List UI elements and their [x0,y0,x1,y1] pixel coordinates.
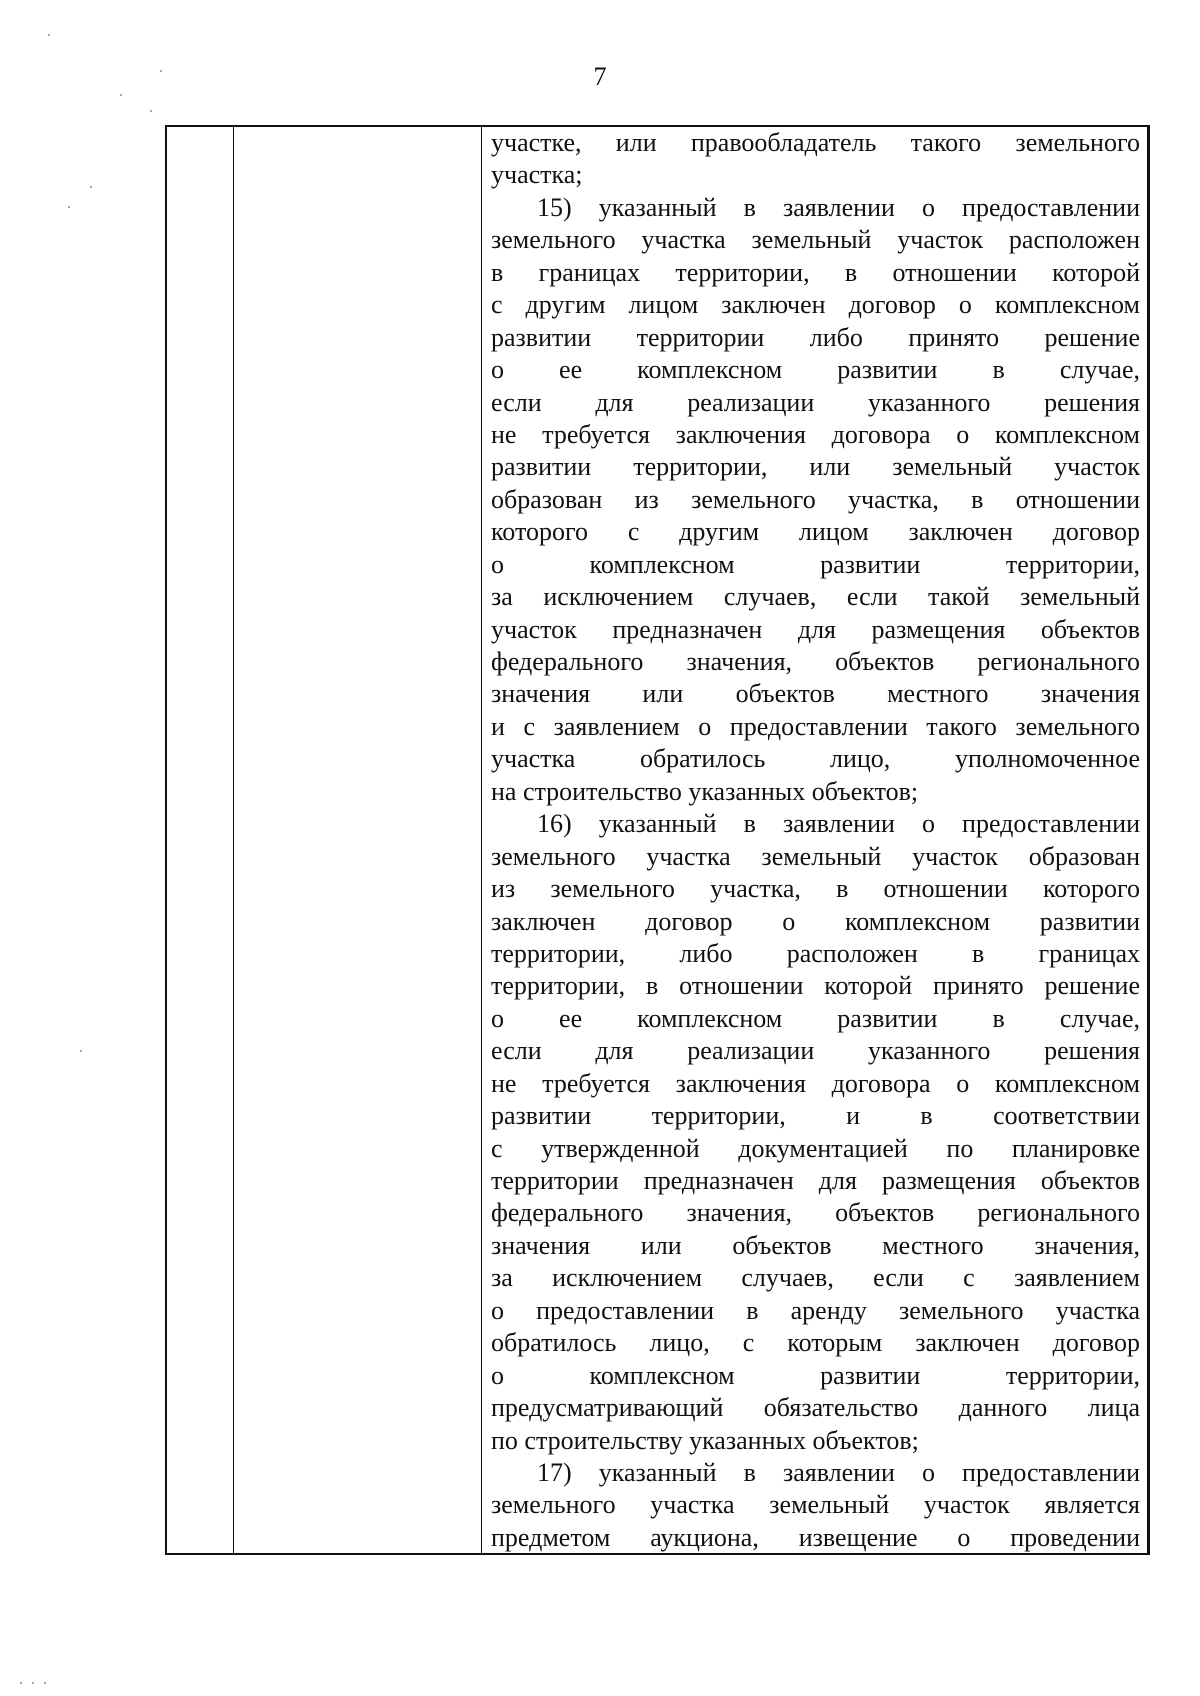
table-column-divider [233,127,234,1553]
text-line: участок предназначен для размещения объектов [491,614,1140,644]
text-line: земельного участка земельный участок расположен [491,225,1140,255]
table-column-divider [1147,127,1148,1553]
text-line: в границах территории, в отношении которой [491,257,1140,287]
text-line: федерального значения, объектов регионального [491,1198,1140,1228]
text-line: 17) указанный в заявлении о предоставлении [537,1457,1140,1487]
text-line: территории предназначен для размещения объектов [491,1166,1140,1195]
text-line: если для реализации указанного решения [491,1036,1140,1066]
text-line: участка; [491,160,583,190]
text-line: и с заявлением о предоставлении такого земельного [491,711,1140,741]
text-line: заключен договор о комплексном развитии [491,906,1140,936]
scan-speck [90,186,92,188]
text-line: о комплексном развитии территории, [491,549,1140,579]
text-line: участке, или правообладатель такого земельного [491,128,1140,157]
text-line: о ее комплексном развитии в случае, [491,1003,1140,1033]
scan-speck [20,1682,22,1684]
text-line: не требуется заключения договора о комплексном [491,419,1140,449]
text-line: с утвержденной документацией по планировке [491,1133,1140,1163]
page-number: 7 [593,62,607,91]
document-table [165,125,1150,1555]
text-line: за исключением случаев, если с заявлением [491,1263,1140,1293]
text-line: земельного участка земельный участок является [491,1490,1140,1520]
text-line: земельного участка земельный участок образован [491,841,1140,871]
text-line: развитии территории либо принято решение [491,322,1140,352]
text-line: из земельного участка, в отношении которого [491,874,1140,904]
scan-speck [160,70,162,72]
table-text-cell [491,127,1140,1557]
table-column-divider [481,127,482,1553]
text-line: обратилось лицо, с которым заключен договор [491,1328,1140,1358]
text-line: которого с другим лицом заключен договор [491,517,1140,547]
text-line: развитии территории, или земельный участок [491,452,1140,482]
text-line: предусматривающий обязательство данного лица [491,1393,1140,1423]
text-line: о предоставлении в аренду земельного участка [491,1295,1140,1325]
text-line: образован из земельного участка, в отношении [491,484,1140,514]
text-line: 15) указанный в заявлении о предоставлении [537,192,1140,222]
text-line: федерального значения, объектов регионального [491,647,1140,676]
scan-speck [44,1682,46,1684]
scan-speck [32,1682,34,1684]
text-line: участка обратилось лицо, уполномоченное [491,744,1140,774]
text-line: значения или объектов местного значения, [491,1230,1140,1260]
scan-speck [68,206,70,208]
text-line: о ее комплексном развитии в случае, [491,355,1140,385]
text-line: если для реализации указанного решения [491,387,1140,417]
text-line: территории, либо расположен в границах [491,938,1140,968]
scan-speck [80,1050,82,1052]
scan-speck [120,94,122,96]
scan-speck [48,34,50,36]
scan-speck [150,110,152,112]
text-line: с другим лицом заключен договор о комплексном [491,290,1140,320]
text-line: развитии территории, и в соответствии [491,1101,1140,1131]
text-line: за исключением случаев, если такой земельный [491,582,1140,612]
text-line: по строительству указанных объектов; [491,1425,919,1455]
text-line: предметом аукциона, извещение о проведении [491,1522,1140,1552]
text-line: о комплексном развитии территории, [491,1360,1140,1390]
text-line: не требуется заключения договора о комплексном [491,1068,1140,1098]
text-line: территории, в отношении которой принято решение [491,971,1140,1001]
text-line: 16) указанный в заявлении о предоставлении [537,809,1140,839]
text-line: значения или объектов местного значения [491,679,1140,709]
text-line: на строительство указанных объектов; [491,776,919,806]
